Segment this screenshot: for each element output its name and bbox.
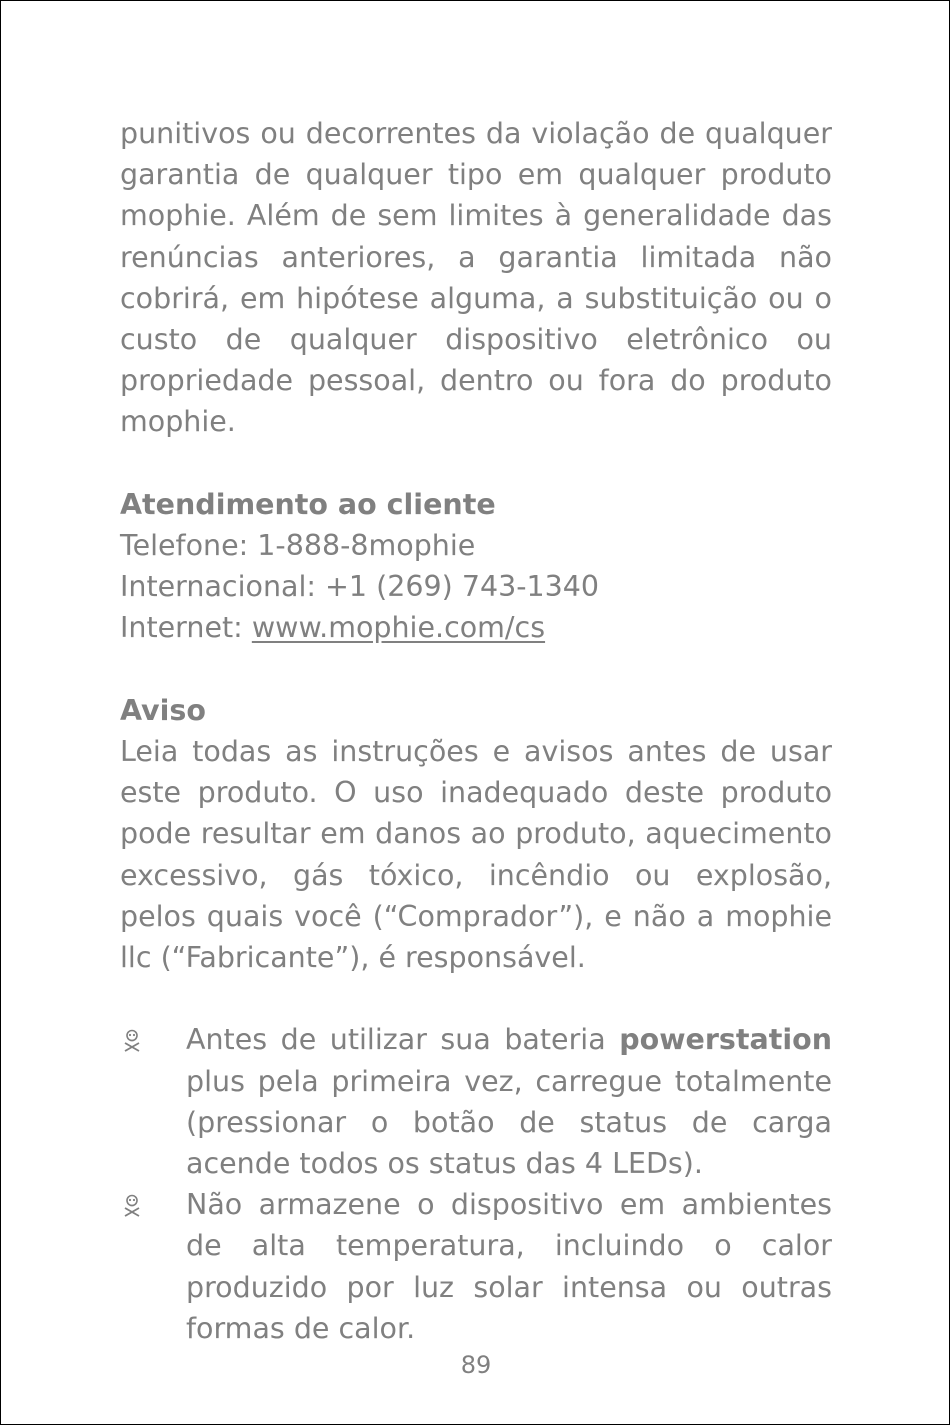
support-website-link[interactable]: www.mophie.com/cs — [251, 611, 546, 645]
bullet-text-before: Antes de utilizar sua bateria — [186, 1023, 620, 1057]
bullet-item — [120, 1019, 832, 1184]
intro-paragraph: punitivos ou decorrentes da violação de qualquer garantia de qualquer tipo em qualquer produto mophie. Além de sem limites à generalidade das renúncias anteriores, a garantia limitada não cobrirá, em hipótese alguma, a substituição ou o custo de qualquer dispositivo eletrônico ou propriedade pessoal, dentro ou fora do produto mophie. — [120, 117, 832, 439]
bullet-item — [120, 1184, 832, 1349]
bullet-text-after: plus pela primeira vez, carregue totalmente (pressionar o botão de status de carga acende todos os status das 4 LEDs). — [186, 1064, 832, 1181]
internet-label: Internet: — [120, 611, 252, 645]
page-content — [120, 113, 832, 1349]
international-phone-line: Internacional: +1 (269) 743-1340 — [120, 570, 600, 604]
section-spacer — [120, 978, 832, 1019]
product-name: powerstation — [619, 1023, 832, 1057]
skull-crossbones-icon — [122, 1029, 142, 1053]
skull-crossbones-icon — [122, 1194, 142, 1218]
bullet-text: Não armazene o dispositivo em ambientes de alta temperatura, incluindo o calor produzido por luz solar intensa ou outras formas de calor. — [186, 1188, 832, 1345]
section-spacer — [120, 443, 832, 484]
page-number: 89 — [460, 1351, 492, 1379]
warning-bullet-list — [120, 1019, 832, 1349]
customer-service-heading: Atendimento ao cliente — [120, 487, 496, 521]
warning-section — [120, 690, 832, 978]
warning-heading: Aviso — [120, 693, 206, 727]
customer-service-section — [120, 484, 832, 649]
internet-line — [120, 607, 832, 648]
phone-line: Telefone: 1-888-8mophie — [120, 529, 476, 563]
section-spacer — [120, 649, 832, 690]
warning-paragraph: Leia todas as instruções e avisos antes de usar este produto. O uso inadequado deste produto pode resultar em danos ao produto, aquecimento excessivo, gás tóxico, incêndio ou explosão, pelos quais você (“Comprador”), e não a mophie llc (“Fabricante”), é responsável. — [120, 735, 832, 975]
